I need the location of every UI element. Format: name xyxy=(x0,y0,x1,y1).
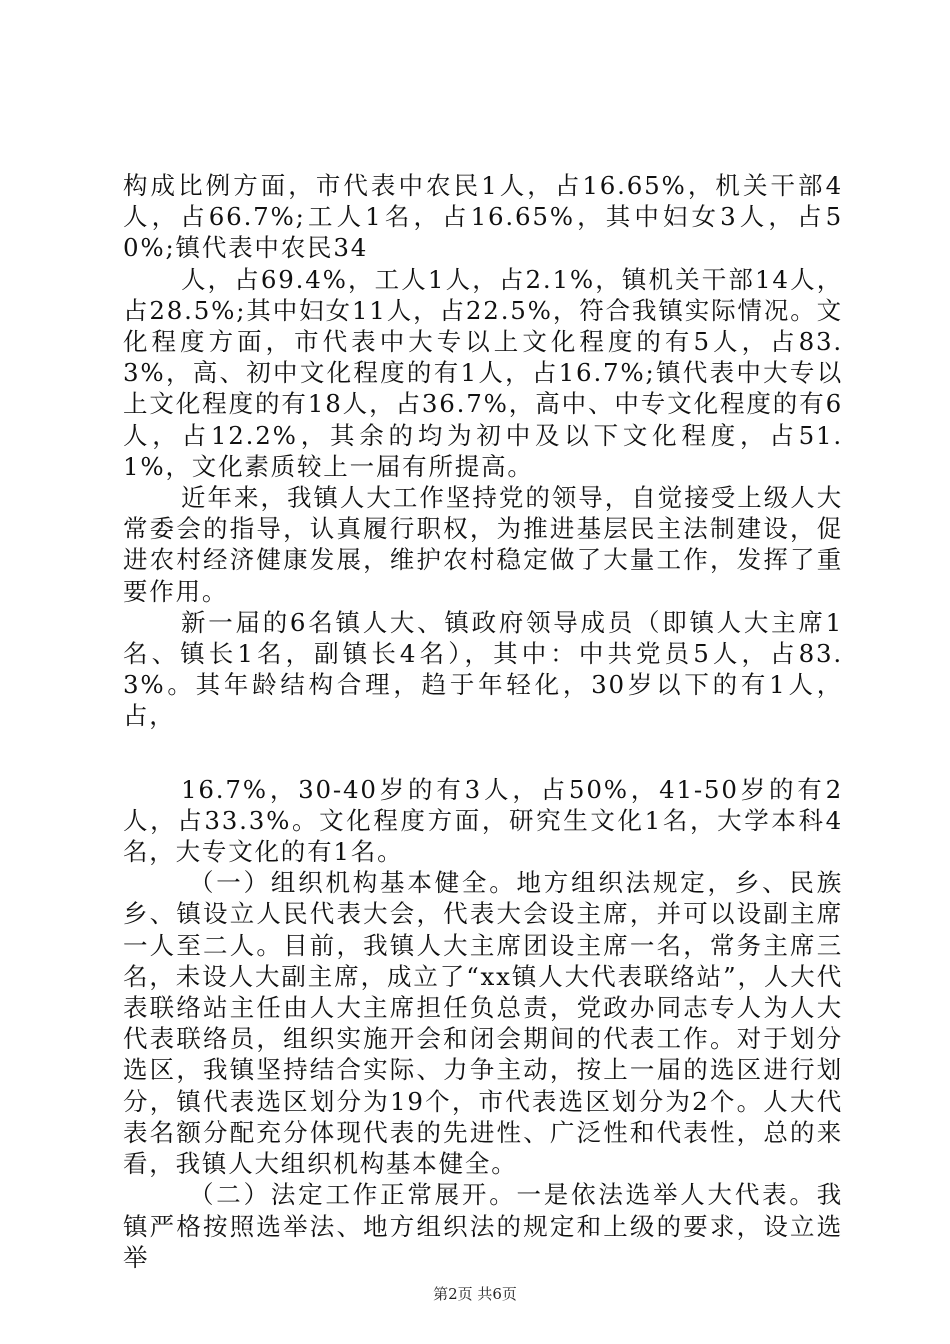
paragraph-composition-ratio: 构成比例方面，市代表中农民1人，占16.65%，机关干部4人，占66.7%;工人1名，占16.65%，其中妇女3人，占50%;镇代表中农民34 xyxy=(123,171,843,263)
page-number: 第2页 共6页 xyxy=(433,1285,517,1303)
paragraph-age-structure: 16.7%，30-40岁的有3人，占50%，41-50岁的有2人，占33.3%。文化程度方面，研究生文化1名，大学本科4名，大专文化的有1名。 xyxy=(123,774,843,867)
paragraph-organization: （一）组织机构基本健全。地方组织法规定，乡、民族乡、镇设立人民代表大会，代表大会设主席，并可以设副主席一人至二人。目前，我镇人大主席团设主席一名，常务主席三名，未设人大副主席，成立了“xx镇人大代表联络站”，人大代表联络站主任由人大主席担任负总责，党政办同志专人为人大代表联络员，组织实施开会和闭会期间的代表工作。对于划分选区，我镇坚持结合实际、力争主动，按上一届的选区进行划分，镇代表选区划分为19个，市代表选区划分为2个。人大代表名额分配充分体现代表的先进性、广泛性和代表性，总的来看，我镇人大组织机构基本健全。 xyxy=(123,868,843,1179)
document-body xyxy=(123,170,843,1273)
paragraph-recent-work: 近年来，我镇人大工作坚持党的领导，自觉接受上级人大常委会的指导，认真履行职权，为推进基层民主法制建设，促进农村经济健康发展，维护农村稳定做了大量工作，发挥了重要作用。 xyxy=(123,483,843,606)
paragraph-new-leadership: 新一届的6名镇人大、镇政府领导成员（即镇人大主席1名、镇长1名，副镇长4名），其中：中共党员5人，占83.3%。其年龄结构合理，趋于年轻化，30岁以下的有1人，占， xyxy=(123,607,843,731)
paragraph-gap xyxy=(123,732,843,774)
paragraph-education-level: 人，占69.4%，工人1人，占2.1%，镇机关干部14人，占28.5%;其中妇女11人，占22.5%，符合我镇实际情况。文化程度方面，市代表中大专以上文化程度的有5人，占83.3%，高、初中文化程度的有1人，占16.7%;镇代表中大专以上文化程度的有18人，占36.7%，高中、中专文化程度的有6人，占12.2%，其余的均为初中及以下文化程度，占51.1%，文化素质较上一届有所提高。 xyxy=(123,264,843,481)
paragraph-statutory-work: （二）法定工作正常展开。一是依法选举人大代表。我镇严格按照选举法、地方组织法的规定和上级的要求，设立选举 xyxy=(123,1180,843,1272)
